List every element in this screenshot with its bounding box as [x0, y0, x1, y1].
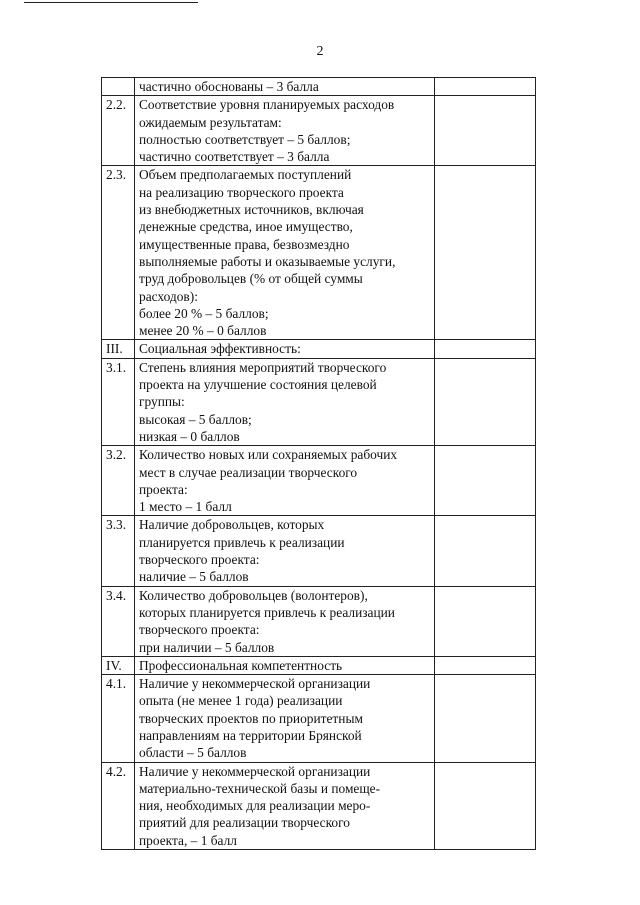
criterion-line: из внебюджетных источников, включая — [139, 202, 364, 218]
criterion-line: проекта: — [139, 481, 188, 497]
criterion-line: приятий для реализации творческого — [139, 815, 350, 831]
page-number: 2 — [316, 44, 324, 59]
criterion-line: проекта на улучшение состояния целевой — [139, 377, 377, 393]
criterion-line: опыта (не менее 1 года) реализации — [139, 693, 343, 709]
criterion-line: мест в случае реализации творческого — [139, 464, 358, 480]
criterion-line: Наличие добровольцев, которых — [139, 517, 325, 533]
criterion-text — [135, 516, 435, 586]
criterion-line: Наличие у некоммерческой организации — [139, 676, 371, 692]
criterion-line: направлениям на территории Брянской — [139, 727, 362, 743]
table-row — [102, 166, 536, 340]
criterion-line: частично соответствует – 3 балла — [139, 149, 330, 165]
score-cell — [435, 656, 536, 674]
table-row — [102, 96, 536, 166]
row-number: 2.2. — [102, 96, 135, 166]
criterion-line: Соответствие уровня планируемых расходов — [139, 97, 395, 113]
criterion-line: расходов): — [139, 288, 198, 304]
criterion-line: 1 место – 1 балл — [139, 499, 232, 515]
criterion-line: денежные средства, иное имущество, — [139, 219, 353, 235]
criterion-line: которых планируется привлечь к реализации — [139, 604, 395, 620]
table-row — [102, 446, 536, 516]
criterion-line: Социальная эффективность: — [139, 341, 301, 357]
criterion-line: творческих проектов по приоритетным — [139, 710, 363, 726]
table-row — [102, 340, 536, 358]
criterion-text — [135, 446, 435, 516]
criterion-line: проекта, – 1 балл — [139, 832, 237, 848]
row-number: III. — [102, 340, 135, 358]
criterion-line: Количество новых или сохраняемых рабочих — [139, 447, 398, 463]
criterion-line: Профессиональная компетентность — [139, 657, 343, 673]
criterion-text — [135, 586, 435, 656]
table-row — [102, 516, 536, 586]
criterion-text — [135, 96, 435, 166]
criterion-line: области – 5 баллов — [139, 745, 247, 761]
criterion-text — [135, 762, 435, 849]
score-cell — [435, 78, 536, 96]
criterion-text — [135, 675, 435, 762]
criterion-line: низкая – 0 баллов — [139, 428, 240, 444]
criterion-line: наличие – 5 баллов — [139, 569, 249, 585]
row-number: 2.3. — [102, 166, 135, 340]
criterion-text — [135, 166, 435, 340]
criterion-line: творческого проекта: — [139, 552, 260, 568]
score-cell — [435, 340, 536, 358]
criterion-line: высокая – 5 баллов; — [139, 411, 252, 427]
criterion-line: Наличие у некоммерческой организации — [139, 763, 371, 779]
criterion-text — [135, 340, 435, 358]
table-row — [102, 762, 536, 849]
score-cell — [435, 675, 536, 762]
criterion-text — [135, 656, 435, 674]
criterion-line: частично обоснованы – 3 балла — [139, 79, 319, 94]
criterion-text — [135, 358, 435, 445]
criterion-line: Количество добровольцев (волонтеров), — [139, 587, 368, 603]
score-cell — [435, 516, 536, 586]
criteria-table — [101, 77, 536, 850]
score-cell — [435, 446, 536, 516]
criterion-line: ожидаемым результатам: — [139, 114, 282, 130]
row-number: 3.4. — [102, 586, 135, 656]
criterion-line: планируется привлечь к реализации — [139, 534, 345, 550]
row-number: 4.1. — [102, 675, 135, 762]
row-number: 4.2. — [102, 762, 135, 849]
criterion-line: имущественные права, безвозмездно — [139, 236, 350, 252]
criterion-line: полностью соответствует – 5 баллов; — [139, 131, 351, 147]
criterion-line: более 20 % – 5 баллов; — [139, 305, 269, 321]
score-cell — [435, 762, 536, 849]
row-number: IV. — [102, 656, 135, 674]
criterion-line: при наличии – 5 баллов — [139, 639, 275, 655]
criterion-text — [135, 78, 435, 96]
criterion-line: выполняемые работы и оказываемые услуги, — [139, 253, 396, 269]
row-number: 3.1. — [102, 358, 135, 445]
table-row — [102, 586, 536, 656]
row-number: 3.2. — [102, 446, 135, 516]
table-row — [102, 78, 536, 96]
criterion-line: труд добровольцев (% от общей суммы — [139, 271, 363, 287]
criterion-line: менее 20 % – 0 баллов — [139, 323, 267, 339]
table-row — [102, 675, 536, 762]
criterion-line: ния, необходимых для реализации меро- — [139, 798, 371, 814]
score-cell — [435, 586, 536, 656]
score-cell — [435, 166, 536, 340]
table-row — [102, 358, 536, 445]
row-number — [102, 78, 135, 96]
criterion-line: на реализацию творческого проекта — [139, 184, 344, 200]
table-row — [102, 656, 536, 674]
criterion-line: Степень влияния мероприятий творческого — [139, 359, 387, 375]
criterion-line: творческого проекта: — [139, 622, 260, 638]
criterion-line: материально-технической базы и помеще- — [139, 780, 381, 796]
score-cell — [435, 358, 536, 445]
criterion-line: Объем предполагаемых поступлений — [139, 167, 352, 183]
score-cell — [435, 96, 536, 166]
top-rule — [24, 2, 198, 3]
row-number: 3.3. — [102, 516, 135, 586]
criterion-line: группы: — [139, 394, 185, 410]
